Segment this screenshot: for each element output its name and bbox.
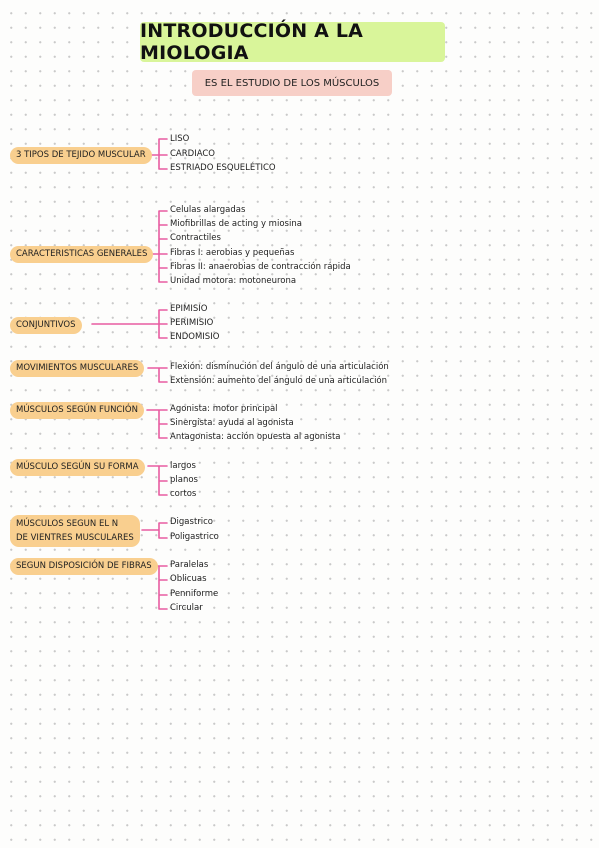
page-title: INTRODUCCIÓN A LA MIOLOGIA	[140, 22, 445, 62]
page-subtitle: ES EL ESTUDIO DE LOS MÚSCULOS	[192, 70, 392, 96]
list-item: Fibras II: anaerobias de contracción rápida	[170, 262, 351, 272]
list-item: PERIMISIO	[170, 318, 214, 328]
list-item: cortos	[170, 489, 197, 499]
category-label-muscles-by-function: MÚSCULOS SEGÚN FUNCIÓN	[10, 402, 144, 419]
list-item: ESTRIADO ESQUELÉTICO	[170, 163, 276, 173]
category-label-muscles-by-belly-count	[10, 515, 140, 547]
list-item: ENDOMISIO	[170, 332, 220, 342]
list-item: Miofibrillas de acting y miosina	[170, 219, 302, 229]
list-item: Unidad motora: motoneurona	[170, 276, 297, 286]
list-item: Agonista: motor principal	[170, 404, 278, 414]
list-item: LISO	[170, 134, 190, 144]
list-item: Oblicuas	[170, 574, 207, 584]
category-label-line2: DE VIENTRES MUSCULARES	[16, 533, 134, 543]
list-item: Extensión: aumento del ángulo de una articulación	[170, 376, 388, 386]
list-item: Sinergista: ayuda al agonista	[170, 418, 294, 428]
category-label-connective: CONJUNTIVOS	[10, 317, 82, 334]
category-label-muscle-tissue-types: 3 TIPOS DE TEJIDO MUSCULAR	[10, 147, 152, 164]
list-item: CARDIACO	[170, 149, 215, 159]
list-item: Digastrico	[170, 517, 214, 527]
list-item: largos	[170, 461, 196, 471]
category-label-general-characteristics: CARACTERISTICAS GENERALES	[10, 246, 153, 263]
category-label-fiber-arrangement: SEGUN DISPOSICIÓN DE FIBRAS	[10, 558, 158, 575]
list-item: Poligastrico	[170, 532, 219, 542]
list-item: Fibras I: aerobias y pequeñas	[170, 248, 295, 258]
category-label-muscle-movements: MOVIMIENTOS MUSCULARES	[10, 360, 144, 377]
list-item: EPIMISIO	[170, 304, 208, 314]
list-item: Antagonista: acción opuesta al agonista	[170, 432, 341, 442]
list-item: Paralelas	[170, 560, 209, 570]
list-item: Contractiles	[170, 233, 221, 243]
category-label-line1: MÚSCULOS SEGUN EL N	[16, 519, 119, 529]
category-label-muscle-by-shape: MÚSCULO SEGÚN SU FORMA	[10, 459, 145, 476]
list-item: Flexión: disminución del ángulo de una articulación	[170, 362, 389, 372]
list-item: Celulas alargadas	[170, 205, 246, 215]
list-item: Circular	[170, 603, 203, 613]
list-item: planos	[170, 475, 198, 485]
list-item: Penniforme	[170, 589, 219, 599]
